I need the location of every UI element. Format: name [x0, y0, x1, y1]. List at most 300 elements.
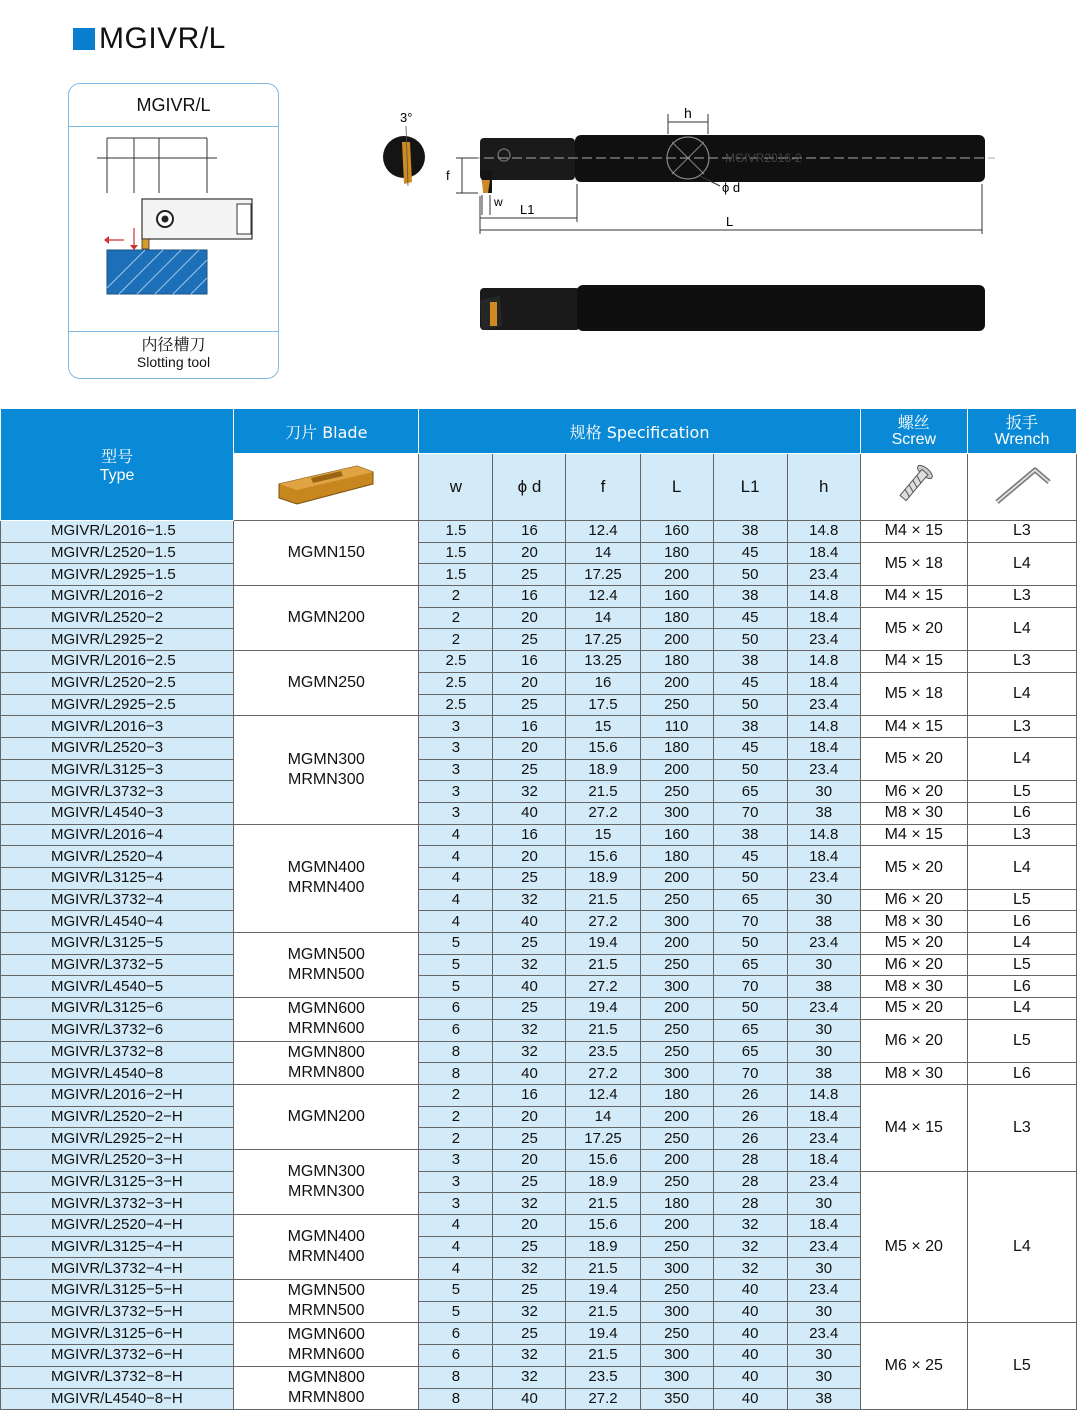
table-row	[1, 846, 1077, 868]
table-row	[1, 1019, 1077, 1041]
spec-cell: 200	[640, 1215, 713, 1237]
blade-code: MGMN300	[287, 750, 365, 768]
spec-cell: 15.6	[566, 1215, 640, 1237]
spec-cell: 250	[640, 694, 713, 716]
type-cell: MGIVR/L2520−2	[1, 607, 234, 629]
bar-marking: MGIVR2016-2	[725, 151, 802, 165]
blade-image-cell	[234, 454, 419, 521]
wrench-cell: L4	[967, 846, 1076, 889]
spec-cell: 32	[493, 1019, 566, 1041]
spec-cell: 27.2	[566, 1063, 640, 1085]
spec-cell: 23.5	[566, 1041, 640, 1063]
spec-cell: 200	[640, 759, 713, 781]
spec-cell: 2.5	[419, 651, 493, 673]
type-cell: MGIVR/L3732−5−H	[1, 1301, 234, 1323]
spec-cell: 14.8	[787, 716, 860, 738]
spec-cell: 2.5	[419, 672, 493, 694]
screw-cell: M5 × 18	[860, 672, 967, 715]
type-cell: MGIVR/L3732−4−H	[1, 1258, 234, 1280]
spec-cell: 32	[493, 1193, 566, 1215]
spec-cell: 27.2	[566, 802, 640, 824]
spec-cell: 300	[640, 1063, 713, 1085]
spec-cell: 1.5	[419, 564, 493, 586]
screw-icon	[889, 460, 939, 510]
screw-cell: M4 × 15	[860, 521, 967, 543]
spec-cell: 38	[713, 521, 787, 543]
spec-cell: 30	[787, 954, 860, 976]
type-cell: MGIVR/L2925−2.5	[1, 694, 234, 716]
spec-cell: 200	[640, 933, 713, 955]
spec-cell: 4	[419, 1236, 493, 1258]
spec-cell: 2	[419, 1084, 493, 1106]
blade-cell	[234, 824, 419, 932]
table-row	[1, 954, 1077, 976]
spec-cell: 16	[493, 651, 566, 673]
spec-cell: 25	[493, 759, 566, 781]
spec-cell: 250	[640, 1128, 713, 1150]
tool-name-en: Slotting tool	[136, 354, 211, 370]
spec-cell: 26	[713, 1084, 787, 1106]
spec-cell: 70	[713, 802, 787, 824]
spec-cell: 250	[640, 1171, 713, 1193]
table-row	[1, 911, 1077, 933]
screw-cell: M6 × 20	[860, 1019, 967, 1062]
blade-code: MRMN600	[288, 1020, 365, 1038]
spec-cell: 50	[713, 868, 787, 890]
spec-cell: 65	[713, 781, 787, 803]
type-cell: MGIVR/L2016−2−H	[1, 1084, 234, 1106]
table-row	[1, 933, 1077, 955]
spec-cell: 16	[493, 1084, 566, 1106]
spec-cell: 1.5	[419, 521, 493, 543]
wrench-cell: L5	[967, 889, 1076, 911]
spec-cell: 21.5	[566, 954, 640, 976]
spec-cell: 30	[787, 889, 860, 911]
spec-cell: 8	[419, 1063, 493, 1085]
type-cell: MGIVR/L2520−2.5	[1, 672, 234, 694]
spec-cell: 17.25	[566, 629, 640, 651]
blade-cell	[234, 716, 419, 824]
spec-cell: 38	[787, 976, 860, 998]
table-row	[1, 521, 1077, 543]
spec-cell: 16	[493, 824, 566, 846]
spec-cell: 200	[640, 1149, 713, 1171]
table-row	[1, 1084, 1077, 1106]
spec-cell: 200	[640, 672, 713, 694]
spec-cell: 4	[419, 846, 493, 868]
spec-cell: 40	[493, 1388, 566, 1410]
spec-cell: 20	[493, 846, 566, 868]
spec-cell: 32	[713, 1258, 787, 1280]
spec-cell: 12.4	[566, 1084, 640, 1106]
blade-cell	[234, 651, 419, 716]
type-cell: MGIVR/L2016−1.5	[1, 521, 234, 543]
spec-cell: 180	[640, 651, 713, 673]
spec-cell: 18.4	[787, 846, 860, 868]
type-cell: MGIVR/L3732−5	[1, 954, 234, 976]
page-title	[73, 22, 226, 56]
spec-cell: 17.25	[566, 1128, 640, 1150]
wrench-cell: L4	[967, 737, 1076, 780]
spec-cell: 30	[787, 1366, 860, 1388]
blade-cell	[234, 933, 419, 998]
spec-cell: 15.6	[566, 1149, 640, 1171]
spec-cell: 18.9	[566, 1171, 640, 1193]
type-cell: MGIVR/L3125−5−H	[1, 1280, 234, 1302]
table-row	[1, 802, 1077, 824]
spec-cell: 3	[419, 1171, 493, 1193]
screw-cell: M4 × 15	[860, 586, 967, 608]
spec-cell: 40	[713, 1280, 787, 1302]
spec-header: 规格 Specification	[419, 409, 860, 454]
spec-cell: 50	[713, 998, 787, 1020]
spec-cell: 32	[493, 1041, 566, 1063]
spec-cell: 14.8	[787, 824, 860, 846]
type-cell: MGIVR/L2520−2−H	[1, 1106, 234, 1128]
spec-cell: 65	[713, 954, 787, 976]
bar2-insert	[490, 302, 497, 326]
spec-cell: 21.5	[566, 1258, 640, 1280]
blade-code: MGMN400	[287, 859, 365, 877]
tool-dimension-drawing	[370, 100, 1000, 350]
spec-cell: 38	[787, 911, 860, 933]
table-row	[1, 651, 1077, 673]
spec-cell: 50	[713, 629, 787, 651]
spec-cell: 250	[640, 889, 713, 911]
L-label: L	[726, 214, 734, 229]
wrench-cell: L6	[967, 802, 1076, 824]
spec-cell: 5	[419, 1301, 493, 1323]
page-title-text: MGIVR/L	[99, 22, 226, 55]
spec-cell: 2.5	[419, 694, 493, 716]
title-square-icon	[73, 28, 95, 50]
spec-cell: 6	[419, 1345, 493, 1367]
spec-cell: 3	[419, 716, 493, 738]
spec-cell: 180	[640, 737, 713, 759]
screw-cell: M8 × 30	[860, 1063, 967, 1085]
spec-cell: 38	[787, 1388, 860, 1410]
spec-cell: 38	[713, 586, 787, 608]
spec-cell: 180	[640, 607, 713, 629]
spec-cell: 65	[713, 1019, 787, 1041]
spec-cell: 200	[640, 629, 713, 651]
spec-cell: 300	[640, 976, 713, 998]
spec-cell: 38	[713, 716, 787, 738]
spec-cell: 65	[713, 889, 787, 911]
blade-cell	[234, 1041, 419, 1084]
blade-cell	[234, 998, 419, 1041]
type-cell: MGIVR/L2016−2	[1, 586, 234, 608]
spec-cell: 16	[493, 716, 566, 738]
blade-code: MGMN500	[287, 1282, 365, 1300]
blade-code: MRMN500	[288, 966, 365, 984]
blade-code: MRMN300	[288, 770, 365, 788]
blade-cell	[234, 1323, 419, 1366]
spec-cell: 40	[493, 802, 566, 824]
col-header-w: w	[419, 454, 493, 521]
blade-cell	[234, 1149, 419, 1214]
spec-cell: 38	[713, 651, 787, 673]
blade-code: MRMN400	[288, 1248, 365, 1266]
screw-cell: M6 × 20	[860, 889, 967, 911]
spec-cell: 4	[419, 824, 493, 846]
spec-cell: 45	[713, 607, 787, 629]
spec-cell: 23.4	[787, 998, 860, 1020]
spec-cell: 32	[493, 1366, 566, 1388]
spec-cell: 40	[493, 911, 566, 933]
spec-cell: 14	[566, 607, 640, 629]
spec-cell: 65	[713, 1041, 787, 1063]
spec-cell: 70	[713, 976, 787, 998]
spec-cell: 300	[640, 1301, 713, 1323]
spec-cell: 27.2	[566, 1388, 640, 1410]
col-header-L1: L1	[713, 454, 787, 521]
wrench-image-cell	[967, 454, 1076, 521]
spec-cell: 50	[713, 694, 787, 716]
spec-cell: 20	[493, 607, 566, 629]
type-cell: MGIVR/L3732−3	[1, 781, 234, 803]
spec-cell: 18.9	[566, 868, 640, 890]
spec-cell: 17.25	[566, 564, 640, 586]
angle-label: 3°	[400, 110, 413, 125]
L1-label: L1	[520, 202, 535, 217]
screw-cell: M6 × 20	[860, 781, 967, 803]
wrench-cell: L4	[967, 998, 1076, 1020]
spec-cell: 32	[713, 1236, 787, 1258]
table-row	[1, 542, 1077, 564]
spec-cell: 27.2	[566, 911, 640, 933]
spec-cell: 30	[787, 1193, 860, 1215]
screw-cell: M5 × 20	[860, 933, 967, 955]
spec-cell: 38	[787, 802, 860, 824]
card-footer	[69, 331, 278, 378]
spec-cell: 26	[713, 1106, 787, 1128]
blade-cell	[234, 521, 419, 586]
spec-cell: 12.4	[566, 586, 640, 608]
spec-cell: 40	[713, 1323, 787, 1345]
type-cell: MGIVR/L2520−3	[1, 737, 234, 759]
spec-cell: 32	[713, 1215, 787, 1237]
spec-cell: 15	[566, 716, 640, 738]
type-cell: MGIVR/L2520−4−H	[1, 1215, 234, 1237]
spec-cell: 300	[640, 802, 713, 824]
type-cell: MGIVR/L3732−8	[1, 1041, 234, 1063]
spec-cell: 200	[640, 564, 713, 586]
table-row	[1, 672, 1077, 694]
spec-cell: 14.8	[787, 1084, 860, 1106]
spec-cell: 21.5	[566, 1193, 640, 1215]
tool-name-cn: 内径槽刀	[141, 335, 206, 354]
spec-cell: 160	[640, 586, 713, 608]
spec-cell: 20	[493, 1106, 566, 1128]
spec-cell: 250	[640, 954, 713, 976]
spec-cell: 2	[419, 629, 493, 651]
spec-cell: 20	[493, 1215, 566, 1237]
wrench-cell: L4	[967, 1171, 1076, 1323]
spec-cell: 20	[493, 1149, 566, 1171]
table-row	[1, 1323, 1077, 1345]
spec-cell: 40	[713, 1345, 787, 1367]
spec-cell: 250	[640, 1280, 713, 1302]
spec-cell: 2	[419, 1106, 493, 1128]
spec-cell: 70	[713, 911, 787, 933]
spec-cell: 23.4	[787, 1236, 860, 1258]
spec-cell: 21.5	[566, 1301, 640, 1323]
col-header-h: h	[787, 454, 860, 521]
spec-cell: 18.4	[787, 737, 860, 759]
blade-header: 刀片 Blade	[234, 409, 419, 454]
type-cell: MGIVR/L3732−4	[1, 889, 234, 911]
spec-cell: 3	[419, 759, 493, 781]
wrench-icon	[987, 460, 1057, 510]
screw-cell: M5 × 20	[860, 998, 967, 1020]
spec-cell: 25	[493, 1171, 566, 1193]
screw-cell: M4 × 15	[860, 1084, 967, 1171]
spec-cell: 27.2	[566, 976, 640, 998]
spec-cell: 250	[640, 1236, 713, 1258]
spec-cell: 21.5	[566, 781, 640, 803]
type-cell: MGIVR/L3732−6−H	[1, 1345, 234, 1367]
spec-cell: 38	[713, 824, 787, 846]
table-row	[1, 716, 1077, 738]
table-row	[1, 889, 1077, 911]
spec-cell: 23.4	[787, 564, 860, 586]
spec-cell: 5	[419, 976, 493, 998]
spec-cell: 3	[419, 737, 493, 759]
blade-code: MGMN800	[287, 1043, 365, 1061]
spec-cell: 25	[493, 998, 566, 1020]
spec-cell: 40	[713, 1366, 787, 1388]
spec-cell: 250	[640, 781, 713, 803]
spec-cell: 19.4	[566, 998, 640, 1020]
screw-cell: M5 × 20	[860, 737, 967, 780]
wrench-cell: L3	[967, 651, 1076, 673]
spec-cell: 160	[640, 521, 713, 543]
spec-cell: 70	[713, 1063, 787, 1085]
spec-cell: 300	[640, 1258, 713, 1280]
spec-cell: 5	[419, 954, 493, 976]
spec-cell: 110	[640, 716, 713, 738]
spec-cell: 28	[713, 1193, 787, 1215]
spec-cell: 3	[419, 1149, 493, 1171]
spec-cell: 180	[640, 1084, 713, 1106]
blade-code: MGMN200	[287, 609, 365, 627]
spec-cell: 19.4	[566, 933, 640, 955]
spec-cell: 2	[419, 607, 493, 629]
spec-cell: 18.4	[787, 542, 860, 564]
spec-cell: 3	[419, 802, 493, 824]
wrench-cell: L3	[967, 716, 1076, 738]
spec-cell: 14.8	[787, 521, 860, 543]
table-row	[1, 976, 1077, 998]
spec-cell: 32	[493, 781, 566, 803]
spec-cell: 23.4	[787, 1323, 860, 1345]
wrench-cell: L4	[967, 542, 1076, 585]
table-row	[1, 781, 1077, 803]
spec-cell: 30	[787, 1345, 860, 1367]
type-cell: MGIVR/L2016−4	[1, 824, 234, 846]
type-cell: MGIVR/L2925−1.5	[1, 564, 234, 586]
blade-code: MRMN500	[288, 1302, 365, 1320]
spec-cell: 350	[640, 1388, 713, 1410]
spec-cell: 300	[640, 1366, 713, 1388]
type-cell: MGIVR/L3732−3−H	[1, 1193, 234, 1215]
spec-cell: 6	[419, 1019, 493, 1041]
spec-cell: 18.4	[787, 1149, 860, 1171]
spec-cell: 18.4	[787, 1215, 860, 1237]
blade-code: MRMN400	[288, 879, 365, 897]
type-cell: MGIVR/L2520−1.5	[1, 542, 234, 564]
spec-cell: 300	[640, 1345, 713, 1367]
spec-cell: 4	[419, 1258, 493, 1280]
blade-cell	[234, 1366, 419, 1409]
screw-cell: M4 × 15	[860, 824, 967, 846]
w-label: w	[494, 195, 503, 209]
spec-cell: 25	[493, 933, 566, 955]
spec-cell: 45	[713, 846, 787, 868]
type-cell: MGIVR/L3732−8−H	[1, 1366, 234, 1388]
spec-cell: 40	[493, 1063, 566, 1085]
spec-cell: 32	[493, 1301, 566, 1323]
table-row	[1, 737, 1077, 759]
wrench-cell: L4	[967, 607, 1076, 650]
spec-cell: 40	[713, 1301, 787, 1323]
spec-cell: 18.4	[787, 672, 860, 694]
screw-cell: M5 × 20	[860, 846, 967, 889]
type-cell: MGIVR/L3125−3−H	[1, 1171, 234, 1193]
spec-cell: 25	[493, 694, 566, 716]
spec-cell: 23.5	[566, 1366, 640, 1388]
spec-cell: 20	[493, 737, 566, 759]
bar2-shank	[577, 285, 985, 331]
insert-icon	[271, 460, 381, 510]
f-label: f	[446, 168, 450, 183]
h-label: h	[684, 105, 692, 121]
screw-cell: M5 × 18	[860, 542, 967, 585]
wrench-cell: L6	[967, 911, 1076, 933]
spec-cell: 20	[493, 672, 566, 694]
type-cell: MGIVR/L2925−2−H	[1, 1128, 234, 1150]
type-cell: MGIVR/L2520−3−H	[1, 1149, 234, 1171]
spec-cell: 250	[640, 1323, 713, 1345]
spec-cell: 25	[493, 1323, 566, 1345]
wrench-cell: L5	[967, 781, 1076, 803]
blade-code: MGMN500	[287, 946, 365, 964]
screw-cell: M6 × 25	[860, 1323, 967, 1410]
spec-table	[0, 408, 1077, 1410]
wrench-cell: L6	[967, 1063, 1076, 1085]
spec-cell: 25	[493, 1236, 566, 1258]
blade-code: MGMN150	[287, 544, 365, 562]
wrench-cell: L5	[967, 1323, 1076, 1410]
table-row	[1, 1063, 1077, 1085]
wrench-cell: L3	[967, 586, 1076, 608]
spec-cell: 4	[419, 1215, 493, 1237]
table-row	[1, 607, 1077, 629]
spec-cell: 15	[566, 824, 640, 846]
phi-d-label: ϕ d	[722, 180, 741, 195]
spec-cell: 32	[493, 889, 566, 911]
spec-cell: 14.8	[787, 651, 860, 673]
blade-code: MGMN200	[287, 1107, 365, 1125]
spec-cell: 4	[419, 911, 493, 933]
spec-cell: 8	[419, 1041, 493, 1063]
spec-cell: 40	[493, 976, 566, 998]
spec-cell: 50	[713, 933, 787, 955]
wrench-cell: L4	[967, 672, 1076, 715]
spec-cell: 32	[493, 1345, 566, 1367]
screw-cell: M4 × 15	[860, 716, 967, 738]
